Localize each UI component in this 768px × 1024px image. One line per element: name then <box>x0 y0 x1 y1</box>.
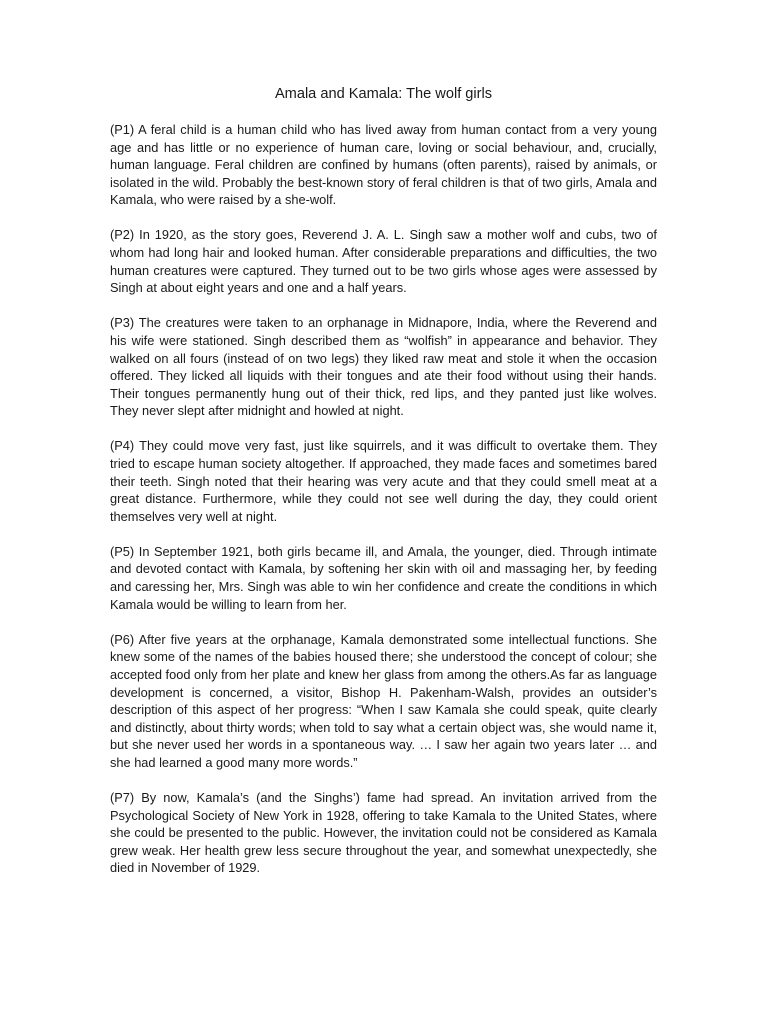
document-page <box>110 83 657 894</box>
paragraph-p4: (P4) They could move very fast, just like squirrels, and it was difficult to overtake them. They tried to escape human society altogether. If approached, they made faces and sometimes bared their teeth. Singh noted that their hearing was very acute and that they could smell meat at a great distance. Furthermore, while they could not see well during the day, they could orient themselves very well at night. <box>110 438 657 524</box>
paragraph-p3: (P3) The creatures were taken to an orphanage in Midnapore, India, where the Reverend and his wife were stationed. Singh described them as “wolfish” in appearance and behavior. They walked on all fours (instead of on two legs) they liked raw meat and stole it when the occasion offered. They licked all liquids with their tongues and ate their food without using their hands. Their tongues permanently hung out of their thick, red lips, and they panted just like wolves. They never slept after midnight and howled at night. <box>110 315 657 419</box>
paragraph-p5: (P5) In September 1921, both girls became ill, and Amala, the younger, died. Through intimate and devoted contact with Kamala, by softening her skin with oil and massaging her, by feeding and caressing her, Mrs. Singh was able to win her confidence and create the conditions in which Kamala would be willing to learn from her. <box>110 543 657 612</box>
paragraph-p6: (P6) After five years at the orphanage, Kamala demonstrated some intellectual functions. She knew some of the names of the babies housed there; she understood the concept of colour; she accepted food only from her plate and knew her glass from among the others.As far as language development is concerned, a visitor, Bishop H. Pakenham-Walsh, provides an outsider’s description of this aspect of her progress: “When I saw Kamala she could speak, quite clearly and distinctly, about thirty words; when told to say what a certain object was, she would name it, but she never used her words in a spontaneous way. … I saw her again two years later … and she had learned a good many more words.” <box>110 631 657 770</box>
paragraph-p1: (P1) A feral child is a human child who has lived away from human contact from a very young age and has little or no experience of human care, loving or social behaviour, and, crucially, human language. Feral children are confined by humans (often parents), raised by animals, or isolated in the wild. Probably the best-known story of feral children is that of two girls, Amala and Kamala, who were raised by a she-wolf. <box>110 122 657 208</box>
paragraph-p7: (P7) By now, Kamala’s (and the Singhs’) fame had spread. An invitation arrived from the Psychological Society of New York in 1928, offering to take Kamala to the United States, where she could be presented to the public. However, the invitation could not be considered as Kamala grew weak. Her health grew less secure throughout the year, and somewhat unexpectedly, she died in November of 1929. <box>110 790 657 876</box>
document-title: Amala and Kamala: The wolf girls <box>274 86 493 102</box>
paragraph-p2: (P2) In 1920, as the story goes, Reverend J. A. L. Singh saw a mother wolf and cubs, two of whom had long hair and looked human. After considerable preparations and difficulties, the two human creatures were captured. They turned out to be two girls whose ages were assessed by Singh at about eight years and one and a half years. <box>110 227 657 296</box>
